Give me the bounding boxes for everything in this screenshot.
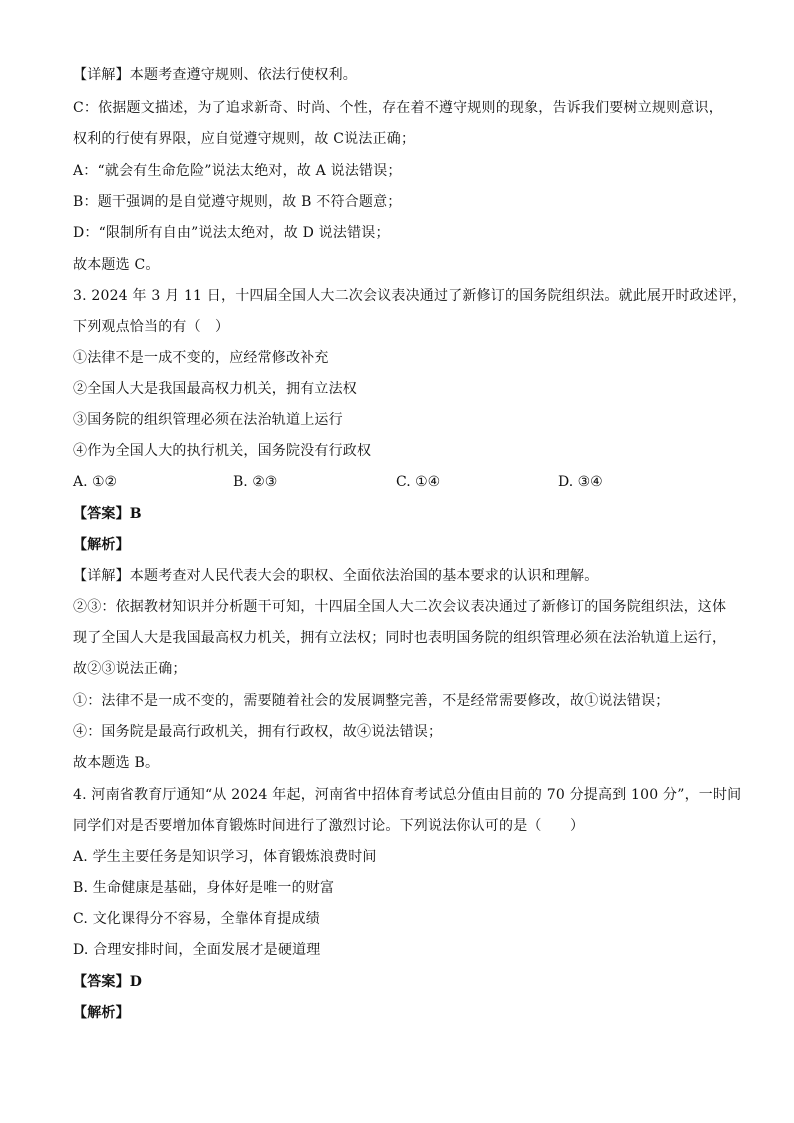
q4-stem-line1: 4. 河南省教育厅通知“从 2024 年起，河南省中招体育考试总分值由目前的 70 分提高到 100 分”，一时间 <box>73 787 742 803</box>
q3-statement-3: ③国务院的组织管理必须在法治轨道上运行 <box>73 412 343 428</box>
q2-detail-d-line: D：“限制所有自由”说法太绝对，故 D 说法错误； <box>73 225 390 241</box>
q4-stem-line2: 同学们对是否要增加体育锻炼时间进行了激烈讨论。下列说法你认可的是（ ） <box>73 818 585 834</box>
q2-detail-c-line1: C：依据题文描述，为了追求新奇、时尚、个性，存在着不遵守规则的现象，告诉我们要树立规则意识， <box>73 100 723 116</box>
q3-option-a: A. ①② <box>73 474 118 490</box>
q3-analysis-label: 【解析】 <box>73 537 130 553</box>
q3-option-c: C. ①④ <box>396 474 441 490</box>
q3-statement-1: ①法律不是一成不变的，应经常修改补充 <box>73 350 329 366</box>
q3-detail-23-line3: 故②③说法正确； <box>73 661 187 677</box>
q3-stem-line1: 3. 2024 年 3 月 11 日，十四届全国人大二次会议表决通过了新修订的国务院组织法。就此展开时政述评， <box>73 288 747 304</box>
q4-option-a: A. 学生主要任务是知识学习，体育锻炼浪费时间 <box>73 849 377 865</box>
q4-option-b: B. 生命健康是基础，身体好是唯一的财富 <box>73 880 335 896</box>
q2-detail-heading: 【详解】本题考查遵守规则、依法行使权利。 <box>73 67 357 83</box>
q3-detail-heading: 【详解】本题考查对人民代表大会的职权、全面依法治国的基本要求的认识和理解。 <box>73 568 599 584</box>
q3-option-d: D. ③④ <box>558 474 603 490</box>
q2-detail-b-line: B：题干强调的是自觉遵守规则，故 B 不符合题意； <box>73 194 402 210</box>
q3-detail-23-line2: 现了全国人大是我国最高权力机关，拥有立法权；同时也表明国务院的组织管理必须在法治轨道上运行， <box>73 630 727 646</box>
q4-option-c: C. 文化课得分不容易，全靠体育提成绩 <box>73 911 320 927</box>
q4-analysis-label: 【解析】 <box>73 1005 130 1021</box>
q2-conclusion: 故本题选 C。 <box>73 257 160 273</box>
q3-statement-2: ②全国人大是我国最高权力机关，拥有立法权 <box>73 381 357 397</box>
q3-detail-1-line: ①：法律不是一成不变的，需要随着社会的发展调整完善，不是经常需要修改，故①说法错误； <box>73 693 670 709</box>
q4-option-d: D. 合理安排时间，全面发展才是硬道理 <box>73 942 321 958</box>
q2-detail-c-line2: 权利的行使有界限，应自觉遵守规则，故 C说法正确； <box>73 131 416 147</box>
q4-answer: 【答案】D <box>73 974 143 990</box>
q3-conclusion: 故本题选 B。 <box>73 755 160 771</box>
q3-detail-23-line1: ②③：依据教材知识并分析题干可知，十四届全国人大二次会议表决通过了新修订的国务院组织法，这体 <box>73 599 727 615</box>
q3-answer: 【答案】B <box>73 506 142 522</box>
q2-detail-a-line: A：“就会有生命危险”说法太绝对，故 A 说法错误； <box>73 163 402 179</box>
q3-option-b: B. ②③ <box>233 474 278 490</box>
q3-stem-line2: 下列观点恰当的有（ ） <box>73 319 230 335</box>
q3-detail-4-line: ④：国务院是最高行政机关，拥有行政权，故④说法错误； <box>73 724 443 740</box>
q3-statement-4: ④作为全国人大的执行机关，国务院没有行政权 <box>73 443 372 459</box>
